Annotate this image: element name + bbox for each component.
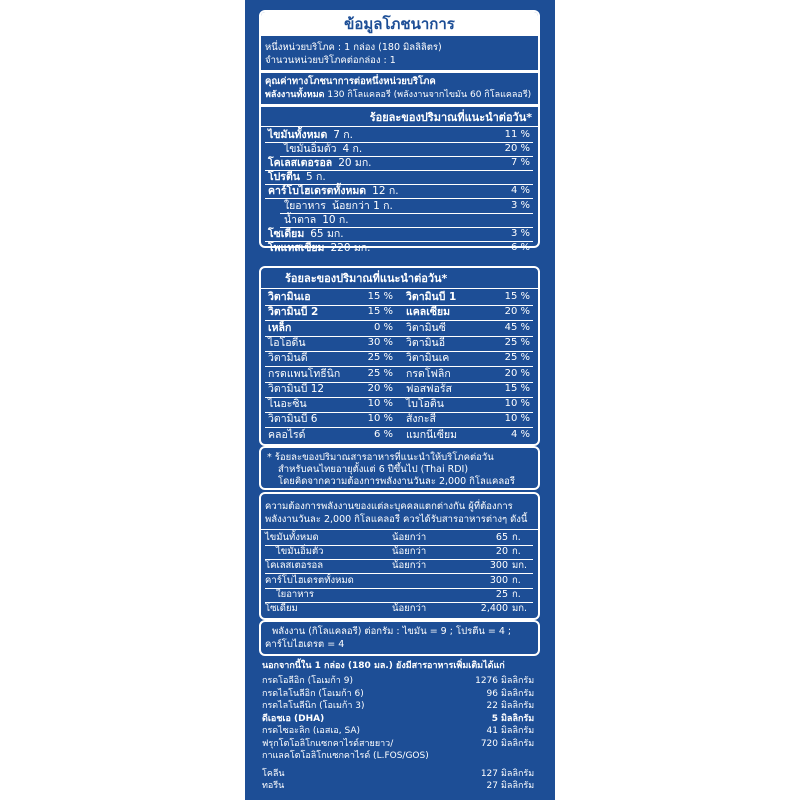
requirement-name: โซเดียม (265, 603, 298, 614)
macro-name (268, 157, 372, 169)
extra-unit: มิลลิกรัม (501, 701, 535, 711)
macro-name (284, 143, 362, 155)
macro-name (284, 200, 393, 212)
extra-name: กรดไซอะลิก (เอสเอ, SA) (262, 726, 361, 736)
requirement-name: ไขมันทั้งหมด (265, 532, 319, 543)
extra-name: โคลีน (262, 768, 285, 779)
macro-label: ไขมันทั้งหมด (268, 129, 328, 141)
vitamin-percent-left: 15 % (367, 291, 393, 302)
requirement-compare: น้อยกว่า (392, 560, 427, 572)
macro-amount: 7 ก. (333, 129, 353, 141)
macro-percent: 20 % (504, 143, 530, 155)
macro-percent: 7 % (510, 157, 530, 169)
extra-unit: มิลลิกรัม (501, 726, 535, 736)
extra-value: 720 (480, 738, 498, 749)
requirement-value: 25 (495, 588, 508, 600)
extra-name: กรดไลโนลีอิก (โอเมก้า 6) (262, 688, 364, 699)
requirement-name: โคเลสเตอรอล (265, 560, 324, 572)
macro-amount: 10 ก. (322, 213, 349, 226)
extra-name: ทอรีน (262, 781, 285, 791)
vitamin-name-left: ไนอะซิน (268, 398, 307, 411)
macro-amount: 5 ก. (305, 171, 326, 184)
extra-unit: มิลลิกรัม (501, 781, 535, 791)
extra-unit: มิลลิกรัม (501, 688, 535, 699)
divider (261, 104, 538, 107)
vitamin-name-right: ไบโอติน (406, 398, 444, 411)
macro-name (268, 228, 344, 240)
vitamin-percent-left: 30 % (367, 336, 393, 348)
footnote-line-2: สำหรับคนไทยอายุตั้งแต่ 6 ปีขึ้นไป (Thai RDI) (278, 464, 469, 475)
energy-label: พลังงานทั้งหมด (265, 90, 325, 100)
requirement-compare: น้อยกว่า (392, 546, 427, 558)
requirement-unit: มก. (512, 603, 528, 614)
vitamin-name-right: วิตามินเค (406, 352, 450, 365)
macro-amount: 65 มก. (310, 227, 344, 240)
extra-name: กรดโอลีอิก (โอเมก้า 9) (262, 676, 353, 686)
vitamin-name-right: ฟอสฟอรัส (406, 382, 452, 395)
vitamin-percent-right: 4 % (510, 428, 530, 440)
macro-label: โพแทสเซียม (268, 241, 325, 254)
vitamin-percent-right: 45 % (504, 321, 530, 333)
requirement-unit: มก. (512, 560, 528, 572)
requirement-compare: น้อยกว่า (392, 532, 427, 543)
vitamin-percent-right: 10 % (504, 398, 530, 410)
requirement-unit: ก. (512, 546, 521, 558)
vitamin-name-right: แมกนีเซียม (406, 428, 458, 441)
macro-percent: 11 % (504, 129, 530, 140)
requirement-value: 2,400 (480, 603, 508, 614)
requirement-value: 300 (489, 560, 508, 572)
macro-percent: 3 % (510, 227, 530, 239)
macro-label: คาร์โบไฮเดรตทั้งหมด (268, 185, 367, 198)
vitamin-name-left: ไอโอดีน (268, 336, 306, 349)
macro-name (268, 129, 353, 141)
energy-line (265, 89, 531, 101)
requirement-unit: ก. (512, 532, 521, 543)
energy-note-1: พลังงาน (กิโลแคลอรี) ต่อกรัม : ไขมัน = 9 ; โปรตีน = 4 ; (272, 626, 512, 637)
vitamin-name-right: วิตามินอี (406, 336, 446, 349)
vitamin-name-right: วิตามินบี 1 (406, 291, 457, 303)
extra-name: ดีเอชเอ (DHA) (262, 713, 325, 724)
macro-label: โคเลสเตอรอล (268, 157, 333, 170)
requirement-value: 65 (495, 532, 508, 543)
macro-amount: น้อยกว่า 1 ก. (331, 199, 393, 212)
vitamin-name-left: วิตามินบี 6 (268, 413, 318, 426)
energy-value: 130 กิโลแคลอรี (พลังงานจากไขมัน 60 กิโลแคลอรี) (327, 90, 532, 100)
extra-name: กรดไลโนลีนิก (โอเมก้า 3) (262, 701, 365, 711)
energy-note-2: คาร์โบไฮเดรต = 4 (265, 639, 345, 650)
macro-amount: 4 ก. (342, 143, 363, 156)
macro-label: ไขมันอิ่มตัว (284, 143, 337, 156)
requirement-unit: ก. (512, 574, 521, 586)
requirement-compare: น้อยกว่า (392, 603, 427, 614)
extra-value: 96 (486, 688, 498, 699)
extra-value: 127 (480, 768, 498, 779)
macro-label: น้ำตาล (284, 213, 317, 226)
vitamin-name-left: เหล็ก (268, 321, 292, 334)
vitamin-percent-right: 20 % (504, 306, 530, 318)
footnote-line-3: โดยคิดจากความต้องการพลังงานวันละ 2,000 กิโลแคลอรี (278, 476, 515, 487)
vitamin-percent-left: 0 % (373, 321, 393, 333)
extra-value: 41 (486, 726, 498, 736)
vitamin-percent-left: 20 % (367, 382, 393, 394)
vitamin-name-left: คลอไรด์ (268, 428, 306, 441)
extra-value: 22 (486, 701, 498, 711)
requirement-name: คาร์โบไฮเดรตทั้งหมด (265, 574, 354, 586)
vitamin-name-right: วิตามินซี (406, 321, 446, 334)
vitamin-name-right: กรดโฟลิก (406, 367, 451, 380)
extra-name: ฟรุกโตโอลิโกแซกคาไรด์สายยาว/ (262, 738, 394, 749)
vitamin-percent-left: 25 % (367, 352, 393, 364)
requirement-value: 300 (489, 574, 508, 586)
vitamin-percent-right: 10 % (504, 413, 530, 425)
vitamin-name-right: แคลเซียม (406, 306, 451, 319)
per-serving-heading: คุณค่าทางโภชนาการต่อหนึ่งหน่วยบริโภค (265, 76, 436, 87)
macro-amount: 12 ก. (372, 185, 399, 198)
vitamin-name-left: กรดแพนโทธีนิก (268, 367, 341, 380)
extra-unit: มิลลิกรัม (501, 676, 535, 686)
macro-name (268, 242, 370, 254)
extra-unit: มิลลิกรัม (501, 738, 535, 749)
divider (261, 288, 538, 289)
macro-amount: 220 มก. (330, 241, 371, 254)
vitamin-name-left: วิตามินเอ (268, 291, 311, 303)
vitamin-name-right: สังกะสี (406, 413, 436, 426)
requirement-name: ไขมันอิ่มตัว (276, 546, 324, 558)
vitamin-name-left: วิตามินบี 12 (268, 382, 325, 395)
vitamin-percent-left: 25 % (367, 367, 393, 379)
extra-unit: มิลลิกรัม (501, 768, 535, 779)
servings-per-box: จำนวนหน่วยบริโภคต่อกล่อง : 1 (265, 55, 396, 66)
macro-amount: 20 มก. (338, 157, 372, 170)
vitamin-percent-left: 10 % (367, 398, 393, 410)
extra-value: 5 (491, 713, 498, 724)
vitamin-percent-right: 15 % (504, 291, 530, 302)
macro-name (268, 171, 326, 183)
extra-name: กาแลคโตโอลิโกแซกคาไรด์ (L.FOS/GOS) (262, 751, 429, 761)
vitamin-percent-right: 15 % (504, 382, 530, 394)
requirement-unit: ก. (512, 588, 521, 600)
macro-percent: 6 % (510, 241, 530, 253)
divider (261, 70, 538, 73)
vitamin-percent-right: 20 % (504, 367, 530, 379)
vitamin-percent-left: 10 % (367, 413, 393, 425)
requirement-name: ใยอาหาร (276, 588, 314, 600)
serving-size: หนึ่งหน่วยบริโภค : 1 กล่อง (180 มิลลิลิตร) (265, 42, 442, 53)
extra-value: 1276 (475, 676, 498, 686)
vitamin-percent-right: 25 % (504, 352, 530, 364)
requirement-text-1: ความต้องการพลังงานของแต่ละบุคคลแตกต่างกัน ผู้ที่ต้องการ (265, 501, 513, 512)
divider (261, 126, 538, 127)
divider (261, 529, 538, 530)
vitamin-name-left: วิตามินบี 2 (268, 306, 319, 319)
vitamin-name-left: วิตามินดี (268, 352, 308, 365)
macro-label: ใยอาหาร (284, 199, 326, 212)
extra-unit: มิลลิกรัม (501, 713, 535, 724)
macro-percent: 4 % (510, 185, 530, 197)
extras-header: นอกจากนี้ใน 1 กล่อง (180 มล.) ยังมีสารอาหารเพิ่มเติมได้แก่ (262, 661, 505, 671)
vitamin-percent-left: 6 % (373, 428, 393, 440)
macro-percent: 3 % (510, 199, 530, 211)
requirement-text-2: พลังงานวันละ 2,000 กิโลแคลอรี ควรได้รับสารอาหารต่างๆ ดังนี้ (265, 514, 528, 525)
macro-header: ร้อยละของปริมาณที่แนะนำต่อวัน* (369, 111, 532, 124)
macro-name (284, 214, 349, 226)
footnote-line-1: * ร้อยละของปริมาณสารอาหารที่แนะนำให้บริโภคต่อวัน (267, 452, 494, 463)
macro-name (268, 185, 399, 197)
extra-value: 27 (486, 781, 498, 791)
macro-label: โปรตีน (268, 171, 300, 184)
macro-label: โซเดียม (268, 227, 305, 240)
vitamin-percent-right: 25 % (504, 336, 530, 348)
vitamin-header: ร้อยละของปริมาณที่แนะนำต่อวัน* (285, 272, 448, 285)
nutrition-title: ข้อมูลโภชนาการ (261, 12, 538, 36)
requirement-value: 20 (495, 546, 508, 558)
vitamin-percent-left: 15 % (367, 306, 393, 318)
